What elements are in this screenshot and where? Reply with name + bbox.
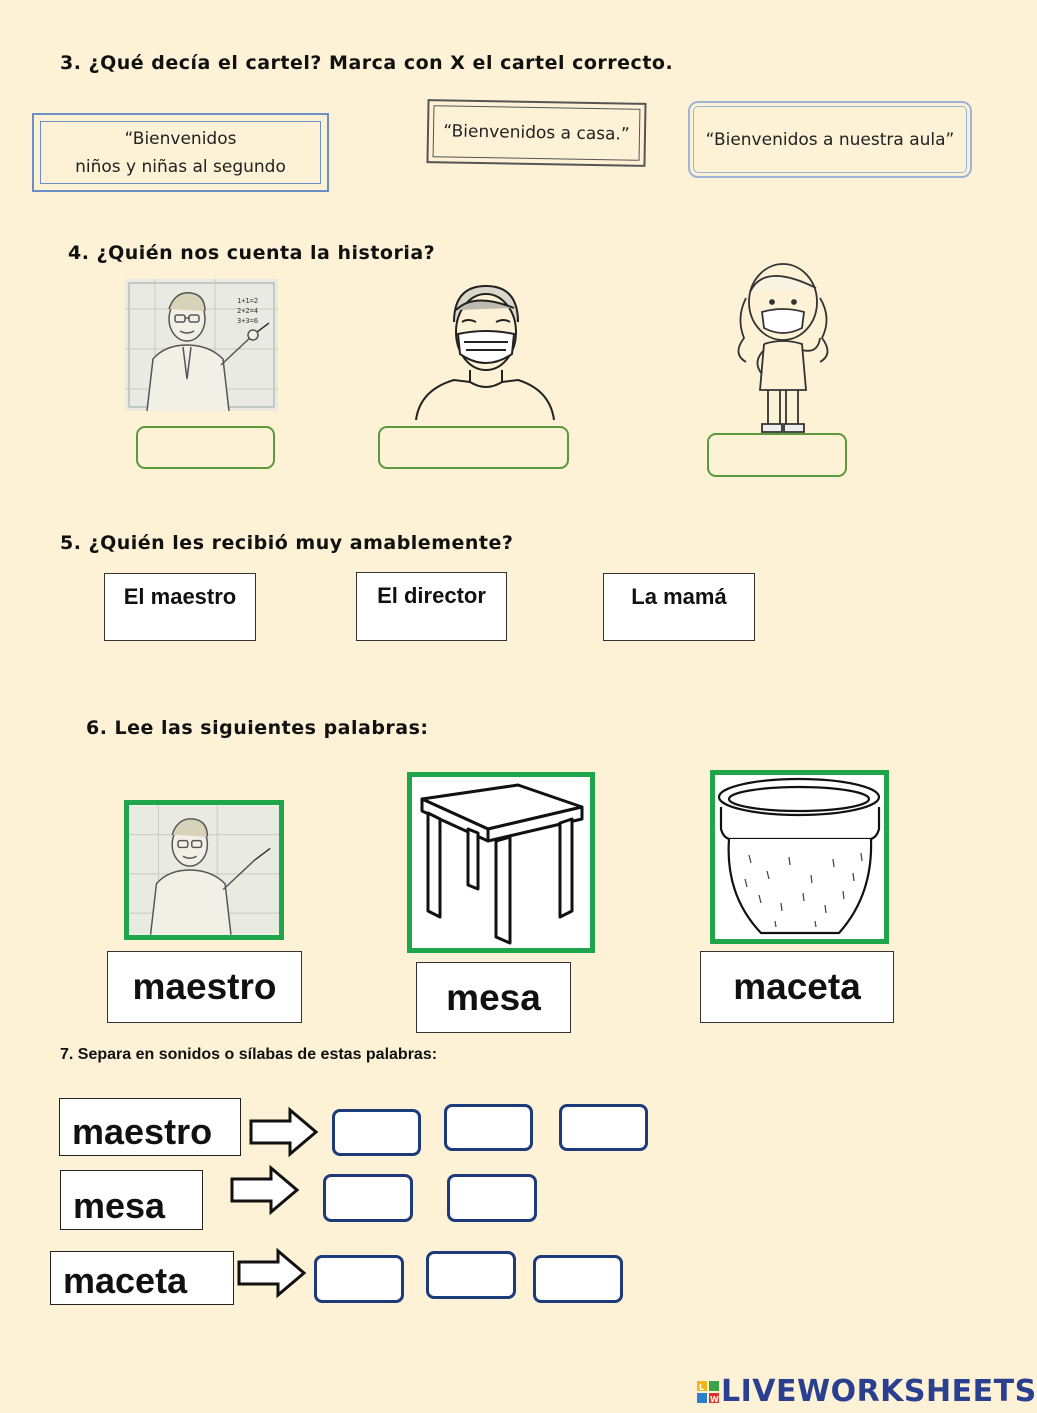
liveworksheets-mark-icon (697, 1381, 719, 1403)
liveworksheets-logo (697, 1374, 1037, 1409)
sign-2-text: “Bienvenidos a casa.” (443, 121, 630, 145)
q7-title: 7. Separa en sonidos o sílabas de estas palabras: (60, 1046, 438, 1063)
masked-man-illustration (414, 282, 556, 420)
word-mesa: mesa (416, 962, 571, 1033)
board-sum-3: 3+3=6 (237, 317, 259, 325)
arrow-right-icon (236, 1248, 308, 1298)
syllable-word-maestro: maestro (59, 1098, 241, 1156)
choice-la-mama[interactable]: La mamá (603, 573, 755, 641)
teacher-illustration (125, 279, 278, 411)
syllable-box-maestro-3[interactable] (559, 1104, 648, 1151)
q5-title: 5. ¿Quién les recibió muy amablemente? (60, 532, 514, 554)
arrow-right-icon (229, 1165, 301, 1215)
word-maestro: maestro (107, 951, 302, 1023)
board-sum-2: 2+2=4 (237, 307, 259, 315)
q3-title: 3. ¿Qué decía el cartel? Marca con X el cartel correcto. (60, 52, 674, 74)
sign-option-2[interactable] (426, 99, 646, 167)
sign-3-text: “Bienvenidos a nuestra aula” (705, 129, 955, 150)
syllable-box-maceta-1[interactable] (314, 1255, 404, 1303)
sign-1-line-1: “Bienvenidos (124, 128, 237, 149)
sign-option-1[interactable] (32, 113, 329, 192)
answer-box-girl[interactable] (707, 433, 847, 477)
syllable-word-mesa: mesa (60, 1170, 203, 1230)
teacher-picture (129, 805, 279, 935)
syllable-box-mesa-2[interactable] (447, 1174, 537, 1222)
choice-el-maestro[interactable]: El maestro (104, 573, 256, 641)
image-frame-maceta (710, 770, 889, 944)
girl-illustration (724, 258, 842, 434)
sign-1-line-2: niños y niñas al segundo (75, 156, 286, 177)
choice-el-director[interactable]: El director (356, 572, 507, 641)
syllable-box-maceta-2[interactable] (426, 1251, 516, 1299)
syllable-box-maestro-2[interactable] (444, 1104, 533, 1151)
mark-letter-w: W (710, 1395, 720, 1404)
q6-title: 6. Lee las siguientes palabras: (86, 717, 429, 739)
image-frame-mesa (407, 772, 595, 953)
answer-box-teacher[interactable] (136, 426, 275, 469)
sign-option-3[interactable] (688, 101, 972, 178)
syllable-box-maestro-1[interactable] (332, 1109, 421, 1156)
syllable-box-maceta-3[interactable] (533, 1255, 623, 1303)
arrow-right-icon (248, 1107, 320, 1157)
image-frame-maestro (124, 800, 284, 940)
syllable-word-maceta: maceta (50, 1251, 234, 1305)
mark-letter-l: L (699, 1383, 705, 1392)
table-picture (412, 777, 590, 948)
brand-text: LIVEWORKSHEETS (721, 1374, 1037, 1409)
q4-title: 4. ¿Quién nos cuenta la historia? (68, 242, 436, 264)
flowerpot-picture (715, 775, 884, 939)
syllable-box-mesa-1[interactable] (323, 1174, 413, 1222)
board-sum-1: 1+1=2 (237, 297, 259, 305)
word-maceta: maceta (700, 951, 894, 1023)
answer-box-man[interactable] (378, 426, 569, 469)
